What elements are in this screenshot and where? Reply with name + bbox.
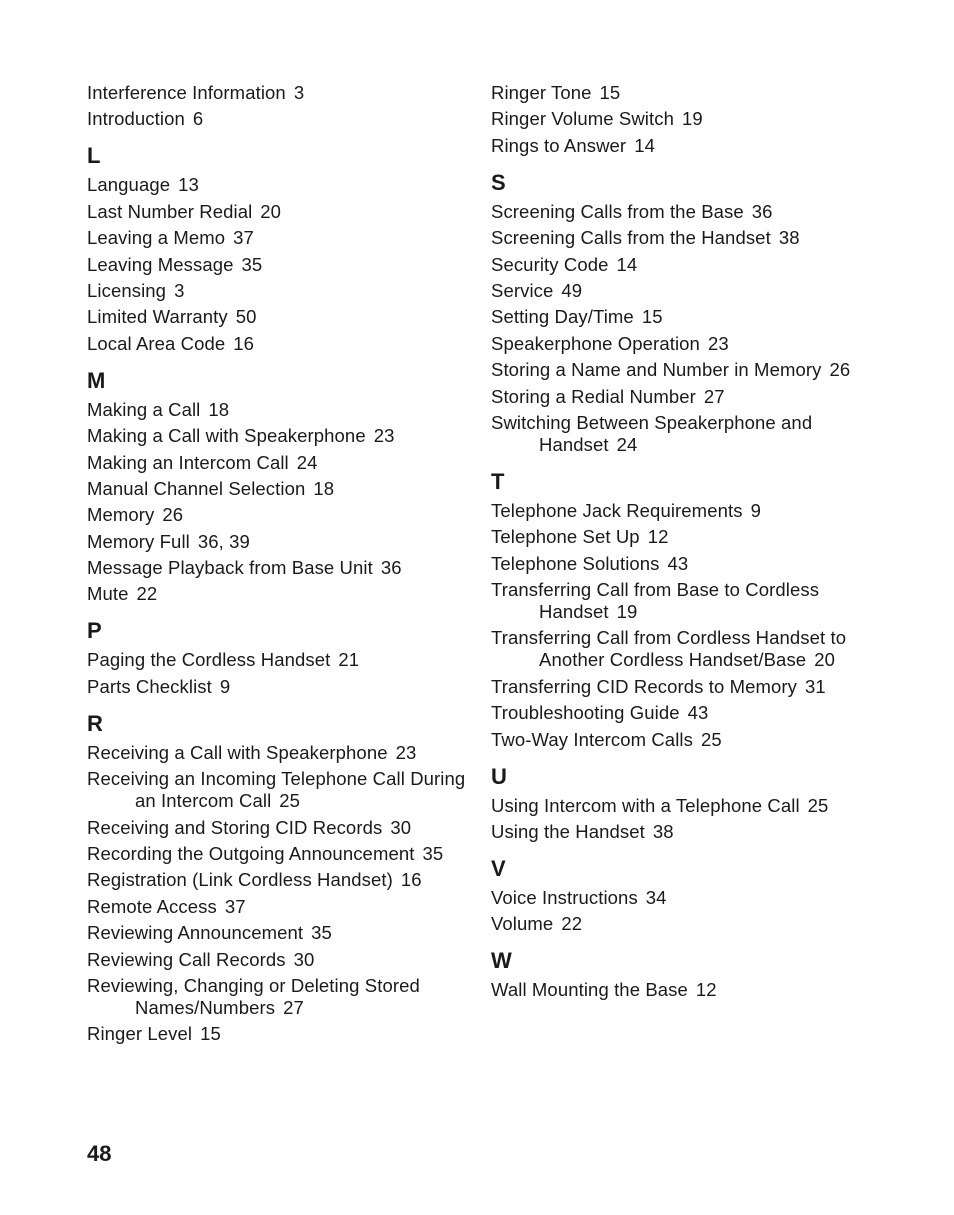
index-entry [491, 579, 891, 623]
index-entry [491, 795, 891, 817]
index-entry [87, 869, 477, 891]
index-entry [491, 702, 891, 724]
entry-text: Telephone Solutions [491, 552, 660, 574]
entry-text: Speakerphone Operation [491, 332, 700, 354]
entry-page: 20 [814, 649, 835, 671]
entry-page: 12 [695, 979, 717, 1001]
entry-page: 3 [174, 279, 185, 301]
entry-page: 15 [200, 1023, 221, 1045]
entry-text: Memory [87, 504, 155, 526]
entry-page: 36, 39 [197, 530, 250, 552]
index-entry [87, 817, 477, 839]
index-entry [87, 201, 477, 223]
entry-text: Local Area Code [87, 332, 226, 354]
index-entry [491, 254, 891, 276]
entry-page: 38 [652, 821, 674, 843]
entry-text: Limited Warranty [87, 306, 228, 328]
entry-page: 26 [162, 504, 184, 526]
entry-text: Rings to Answer [491, 134, 627, 156]
entry-page: 13 [178, 174, 199, 196]
index-entry [87, 742, 477, 764]
entry-page: 23 [395, 741, 417, 763]
entry-page: 35 [422, 843, 444, 865]
index-entry [491, 386, 891, 408]
entry-page: 15 [641, 306, 663, 328]
index-entry [87, 922, 477, 944]
entry-page: 30 [390, 816, 412, 838]
index-entry [491, 821, 891, 843]
index-entry [87, 676, 477, 698]
entry-page: 36 [751, 200, 773, 222]
entry-page: 22 [561, 913, 583, 935]
index-entry [87, 504, 477, 526]
entry-text: Troubleshooting Guide [491, 702, 680, 724]
section-letter: L [87, 143, 101, 169]
index-entry [87, 425, 477, 447]
entry-text: Manual Channel Selection [87, 477, 306, 499]
entry-text: Transferring Call from Cordless Handset to Another Cordless Handset/Base [491, 627, 847, 671]
index-entry [87, 768, 477, 812]
entry-text: Using the Handset [491, 821, 645, 843]
index-column-left [87, 82, 477, 1050]
entry-page: 30 [293, 948, 315, 970]
index-entry [491, 82, 891, 104]
section-letter: U [491, 763, 507, 789]
entry-text: Parts Checklist [87, 675, 212, 697]
entry-text: Registration (Link Cordless Handset) [87, 869, 393, 891]
entry-page: 37 [224, 895, 246, 917]
entry-text: Security Code [491, 253, 609, 275]
entry-text: Making an Intercom Call [87, 451, 289, 473]
entry-page: 18 [208, 398, 230, 420]
page-number: 48 [87, 1141, 112, 1166]
entry-page: 43 [667, 552, 689, 574]
index-entry [87, 82, 477, 104]
entry-page: 36 [380, 557, 402, 579]
entry-text: Switching Between Speakerphone and Handset [491, 411, 813, 455]
entry-text: Receiving and Storing CID Records [87, 816, 383, 838]
index-entry [491, 412, 891, 456]
entry-page: 38 [778, 227, 800, 249]
index-entry [87, 399, 477, 421]
index-entry [87, 975, 477, 1019]
entry-text: Ringer Tone [491, 82, 592, 103]
entry-text: Leaving Message [87, 253, 234, 275]
index-column-right [491, 82, 891, 1006]
entry-page: 22 [136, 583, 158, 605]
index-entry [87, 452, 477, 474]
entry-text: Making a Call with Speakerphone [87, 425, 366, 447]
entry-page: 6 [192, 108, 204, 130]
entry-page: 9 [750, 499, 761, 521]
index-entry [87, 896, 477, 918]
index-entry [491, 359, 891, 381]
index-entry [87, 649, 477, 671]
index-entry [87, 478, 477, 500]
index-entry [491, 729, 891, 751]
entry-page: 25 [700, 728, 722, 750]
index-entry [491, 500, 891, 522]
entry-text: Last Number Redial [87, 200, 253, 222]
entry-page: 37 [233, 227, 254, 249]
index-entry [491, 306, 891, 328]
entry-page: 19 [681, 108, 703, 130]
entry-page: 24 [616, 433, 638, 455]
entry-text: Ringer Level [87, 1023, 193, 1045]
entry-text: Reviewing, Changing or Deleting Stored Names/Numbers [87, 974, 420, 1018]
entry-text: Reviewing Call Records [87, 948, 286, 970]
entry-page: 20 [260, 200, 282, 222]
index-entry [87, 174, 477, 196]
index-entry [87, 227, 477, 249]
entry-text: Telephone Set Up [491, 526, 640, 548]
entry-text: Screening Calls from the Base [491, 200, 744, 222]
entry-page: 35 [311, 922, 332, 944]
section-letter: T [491, 468, 505, 494]
entry-page: 27 [283, 996, 304, 1018]
index-entry [491, 333, 891, 355]
entry-page: 26 [829, 359, 851, 381]
entry-text: Transferring CID Records to Memory [491, 675, 797, 697]
entry-page: 23 [373, 425, 395, 447]
entry-text: Making a Call [87, 398, 201, 420]
section-letter: M [87, 367, 106, 393]
index-entry [491, 887, 891, 909]
entry-text: Wall Mounting the Base [491, 979, 688, 1001]
index-entry [491, 979, 891, 1001]
index-entry [491, 553, 891, 575]
entry-text: Ringer Volume Switch [491, 108, 674, 130]
entry-text: Leaving a Memo [87, 227, 226, 249]
entry-page: 3 [293, 82, 305, 103]
entry-text: Introduction [87, 108, 185, 130]
entry-page: 21 [338, 649, 360, 671]
index-entry [87, 280, 477, 302]
section-letter: P [87, 618, 102, 644]
section-letter: W [491, 948, 512, 974]
index-entry [87, 306, 477, 328]
entry-page: 18 [313, 477, 335, 499]
section-letter: V [491, 856, 506, 882]
index-entry [491, 913, 891, 935]
index-entry [87, 531, 477, 553]
entry-page: 15 [599, 82, 621, 103]
index-entry [87, 557, 477, 579]
entry-text: Screening Calls from the Handset [491, 227, 771, 249]
entry-text: Message Playback from Base Unit [87, 557, 373, 579]
index-entry [87, 843, 477, 865]
entry-page: 35 [241, 253, 263, 275]
index-entry [491, 280, 891, 302]
index-entry [87, 949, 477, 971]
entry-text: Language [87, 174, 171, 196]
entry-page: 31 [805, 675, 826, 697]
entry-text: Receiving an Incoming Telephone Call During an Intercom Call [87, 768, 466, 812]
entry-text: Transferring Call from Base to Cordless Handset [491, 579, 820, 623]
entry-page: 19 [616, 601, 638, 623]
entry-text: Setting Day/Time [491, 306, 634, 328]
entry-text: Storing a Redial Number [491, 385, 696, 407]
index-entry [491, 526, 891, 548]
index-entry [87, 108, 477, 130]
entry-page: 25 [807, 794, 829, 816]
index-entry [491, 135, 891, 157]
entry-text: Voice Instructions [491, 887, 638, 909]
entry-page: 16 [400, 869, 422, 891]
entry-page: 14 [616, 253, 638, 275]
entry-page: 49 [561, 279, 583, 301]
section-letter: R [87, 710, 103, 736]
entry-text: Storing a Name and Number in Memory [491, 359, 822, 381]
index-entry [87, 1023, 477, 1045]
entry-text: Remote Access [87, 895, 217, 917]
entry-page: 14 [634, 134, 655, 156]
entry-text: Using Intercom with a Telephone Call [491, 794, 800, 816]
entry-text: Memory Full [87, 530, 190, 552]
entry-text: Mute [87, 583, 129, 605]
entry-text: Reviewing Announcement [87, 922, 304, 944]
entry-page: 23 [707, 332, 729, 354]
entry-text: Recording the Outgoing Announcement [87, 843, 415, 865]
index-entry [87, 583, 477, 605]
entry-page: 9 [219, 675, 231, 697]
index-entry [491, 627, 891, 671]
entry-page: 16 [233, 332, 255, 354]
entry-page: 50 [235, 306, 257, 328]
entry-page: 43 [687, 702, 709, 724]
index-entry [491, 676, 891, 698]
entry-text: Two-Way Intercom Calls [491, 728, 693, 750]
entry-page: 34 [645, 887, 667, 909]
entry-page: 24 [296, 451, 318, 473]
entry-text: Volume [491, 913, 554, 935]
entry-text: Telephone Jack Requirements [491, 499, 743, 521]
index-entry [491, 227, 891, 249]
index-entry [491, 108, 891, 130]
entry-page: 27 [703, 385, 725, 407]
entry-page: 12 [647, 526, 669, 548]
entry-text: Receiving a Call with Speakerphone [87, 741, 388, 763]
index-entry [87, 254, 477, 276]
index-entry [87, 333, 477, 355]
section-letter: S [491, 169, 506, 195]
entry-page: 25 [279, 790, 301, 812]
entry-text: Paging the Cordless Handset [87, 649, 331, 671]
entry-text: Service [491, 279, 554, 301]
index-entry [491, 201, 891, 223]
entry-text: Interference Information [87, 82, 286, 103]
entry-text: Licensing [87, 279, 167, 301]
